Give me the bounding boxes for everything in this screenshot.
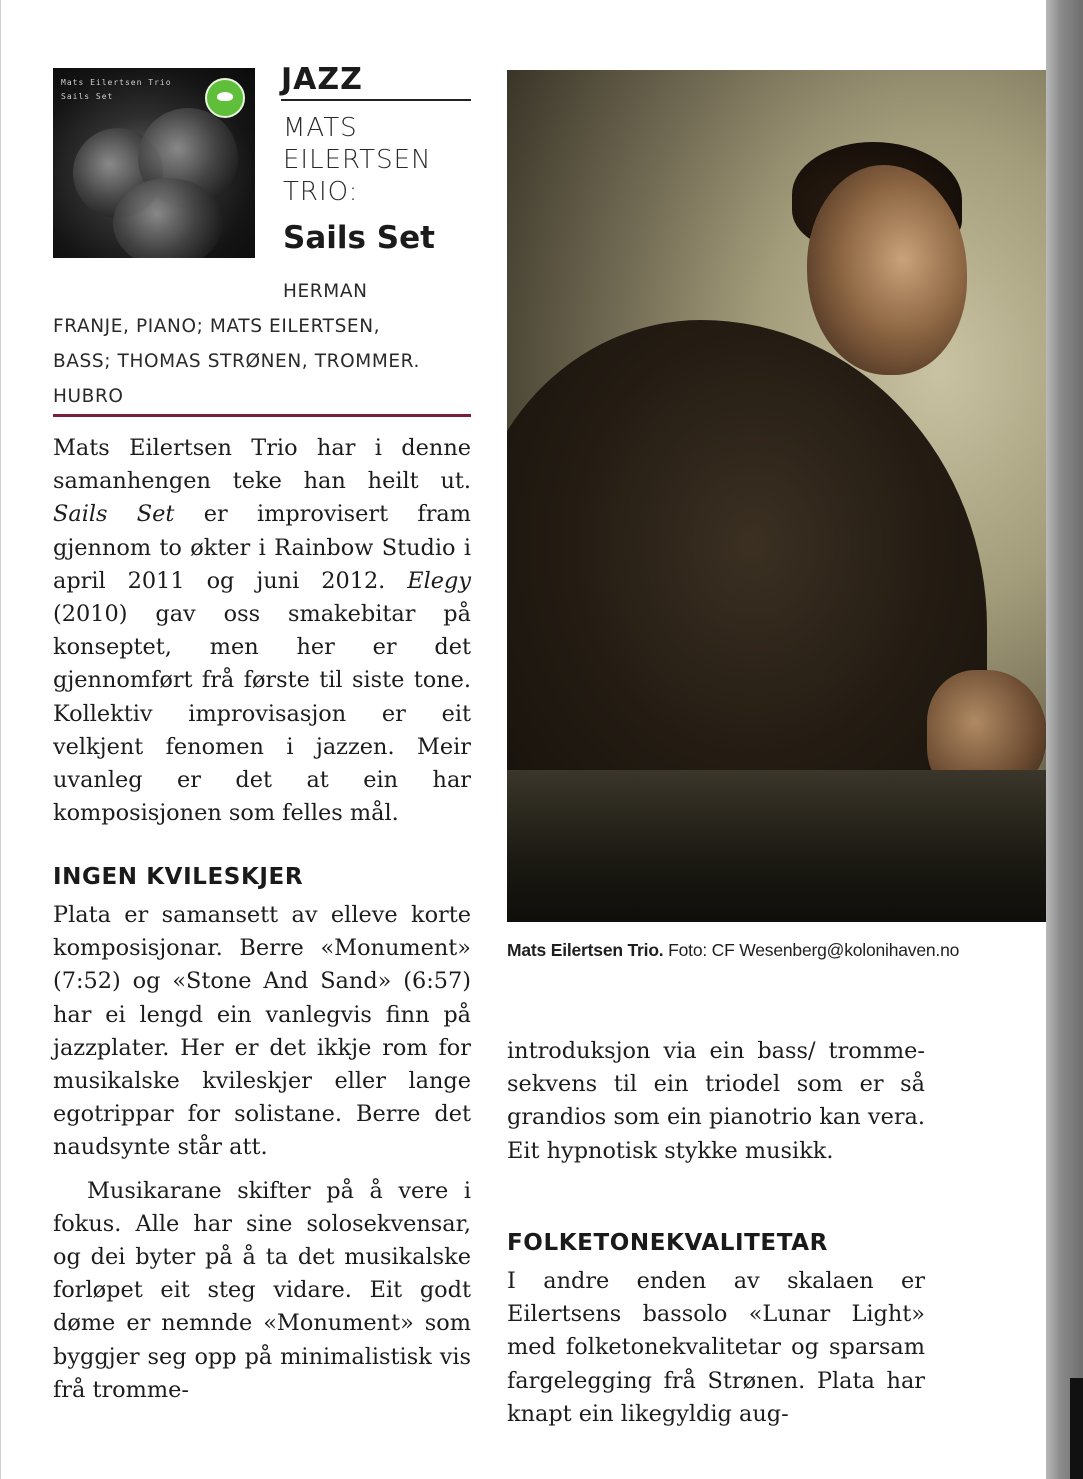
page-edge-shadow <box>1046 0 1083 1479</box>
credits <box>53 274 473 414</box>
intro-text: Mats Eilertsen Trio har i denne samanhengen teke han heilt ut. <box>53 435 471 495</box>
cover-artist: Mats Eilertsen Trio <box>61 78 172 87</box>
hubro-logo-icon <box>205 78 245 118</box>
paragraph: Musikarane skifter på å vere i fokus. Alle har sine solosekvensar, og dei byter på å ta det musikalske forløpet eit steg vidare. Eit godt døme er nemnde «Monument» som byggjer seg opp på minimalistisk vis frå tromme- <box>53 1177 471 1403</box>
photo-credit: Foto: CF Wesenberg@kolonihaven.no <box>663 940 960 960</box>
divider <box>53 414 471 417</box>
artist-line: MATS <box>283 113 358 143</box>
intro-paragraph <box>53 432 471 830</box>
credits-line: BASS; THOMAS STRØNEN, TROMMER. <box>53 351 420 372</box>
credits-line: HUBRO <box>53 386 124 407</box>
genre-heading: JAZZ <box>281 62 471 101</box>
column-2-body-continued: I andre enden av skalaen er Eilertsens bassolo «Lunar Light» med folketonekvalitetar og sparsam fargelegging frå Strønen. Plata har knapt ein likegyldig aug- <box>507 1268 925 1427</box>
elegy-title-italic: Elegy <box>407 567 471 594</box>
photo-head <box>807 165 967 375</box>
credits-line: HERMAN <box>283 281 368 302</box>
album-cover <box>53 68 255 258</box>
band-photo <box>507 70 1047 922</box>
photo-caption <box>507 940 1047 961</box>
album-title-italic: Sails Set <box>53 501 175 528</box>
subheading: FOLKETONEKVALITETAR <box>507 1230 828 1256</box>
intro-text: er improvisert fram gjennom to økter i Rainbow Studio i april 2011 og juni 2012. <box>53 501 471 594</box>
artist-line: TRIO: <box>283 177 359 207</box>
intro-text: (2010) gav oss smakebitar på konseptet, men her er det gjennomført frå første til siste tone. Kollektiv improvisasjon er eit velkjent fenomen i jazzen. Meir uvanleg er det at ein har komposisjonen som felles mål. <box>53 601 471 827</box>
artist-line: EILERTSEN <box>283 145 432 175</box>
caption-title: Mats Eilertsen Trio. <box>507 940 664 960</box>
cover-flower <box>113 178 223 258</box>
artist-name <box>283 112 483 208</box>
paragraph: Plata er samansett av elleve korte komposisjonar. Berre «Monument» (7:52) og «Stone And Sand» (6:57) har ei lengd ein vanlegvis finn på jazzplater. Her er det ikkje rom for musikalske kvileskjer eller lange egotrippar for solistane. Berre det naudsynte står att. <box>53 902 471 1161</box>
column-2-body: introduksjon via ein bass/ tromme-sekvens til ein triodel som er så grandios som ein pianotrio kan vera. Eit hypnotisk stykke musikk. <box>507 1038 925 1164</box>
cover-album: Sails Set <box>61 92 114 101</box>
album-title: Sails Set <box>283 220 435 256</box>
page-edge-dark <box>1070 1378 1083 1479</box>
subheading: INGEN KVILESKJER <box>53 864 304 890</box>
photo-floor <box>507 770 1047 922</box>
column-1-body <box>53 899 471 1407</box>
credits-line: FRANJE, PIANO; MATS EILERTSEN, <box>53 316 381 337</box>
